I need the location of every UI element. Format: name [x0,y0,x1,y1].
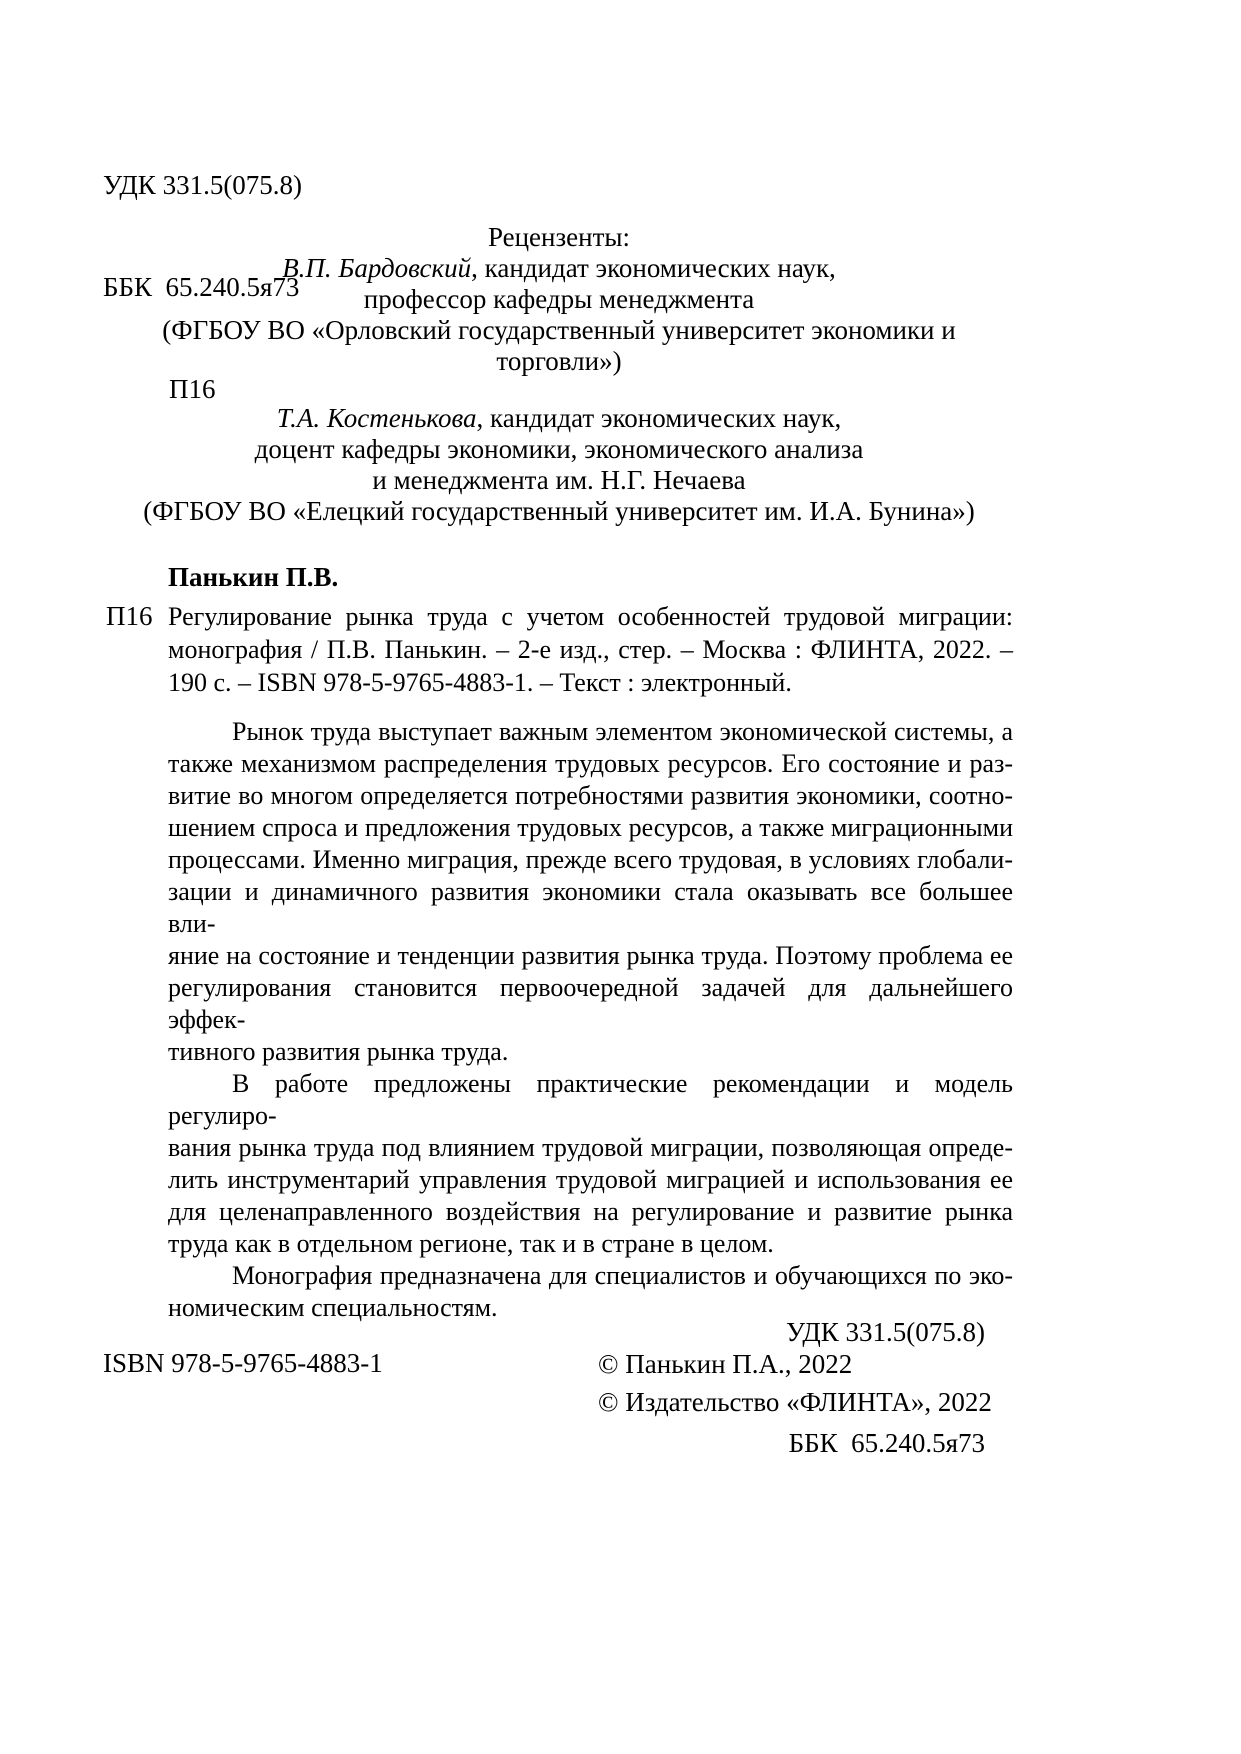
catalog-author: Панькин П.В. [168,562,339,592]
text-line: Рынок труда выступает важным элементом экономической системы, а [232,717,1013,746]
reviewer-group-2 [103,403,1015,527]
text-line: процессами. Именно миграция, прежде всего трудовая, в условиях глобали- [168,845,1013,874]
text-line: тивного развития рынка труда. [168,1037,509,1066]
reviewer-name-line [103,253,1015,284]
reviewer-name: Т.А. Костенькова [276,403,477,433]
annotation [168,716,1013,1324]
text-line: и менеджмента им. Н.Г. Нечаева [372,465,746,495]
author-sign-margin: П16 [106,601,153,631]
text-line: профессор кафедры менеджмента [363,284,755,314]
reviewers-heading: Рецензенты: [487,222,631,252]
text-line: вания рынка труда под влиянием трудовой миграции, позволяющая опреде- [168,1133,1013,1162]
udk-code-top: УДК 331.5(075.8) [103,170,303,200]
catalog-entry [106,600,1013,699]
text-line: зации и динамичного развития экономики стала оказывать все большее вли- [168,877,1013,938]
text-line: Монография предназначена для специалистов и обучающихся по эко- [232,1261,1013,1290]
text-line: лить инструментарий управления трудовой миграцией и использования ее [168,1165,1013,1194]
annotation-paragraph-2 [168,1068,1013,1260]
copyright-block [598,1345,992,1421]
reviewer-name-line [103,403,1015,434]
text-line: труда как в отдельном регионе, так и в стране в целом. [168,1229,774,1258]
udk-code-bottom: УДК 331.5(075.8) [785,1317,985,1347]
text-line: яние на состояние и тенденции развития рынка труда. Поэтому проблема ее [168,941,1013,970]
text-line: монография / П.В. Панькин. – 2-е изд., стер. – Москва : ФЛИНТА, 2022. – [168,635,1013,664]
isbn-line: ISBN 978-5-9765-4883-1 [103,1348,383,1378]
bbk-code-bottom: ББК 65.240.5я73 [788,1428,985,1458]
reviewers-section [103,222,1015,527]
bbk-code-top: ББК 65.240.5я73 [103,272,300,302]
text-line: В работе предложены практические рекомендации и модель регулиро- [168,1069,1013,1130]
text-line: (ФГБОУ ВО «Елецкий государственный университет им. И.А. Бунина») [143,496,975,526]
text-line: также механизмом распределения трудовых ресурсов. Его состояние и раз- [168,749,1013,778]
reviewer-affiliation-lines [103,284,1015,377]
reviewer-affiliation-lines [103,434,1015,527]
text-line: 190 с. – ISBN 978-5-9765-4883-1. – Текст : электронный. [168,668,792,697]
text-line: доцент кафедры экономики, экономического анализа [254,434,864,464]
author-sign-top: П16 [169,374,216,404]
reviewer-degree: , кандидат экономических наук, [476,403,842,433]
text-line: для целенаправленного воздействия на регулирование и развитие рынка [168,1197,1013,1226]
annotation-paragraph-1 [168,716,1013,1068]
text-line: регулирования становится первоочередной задачей для дальнейшего эффек- [168,973,1013,1034]
reviewer-group-1 [103,253,1015,377]
text-line: (ФГБОУ ВО «Орловский государственный университет экономики и торговли») [162,315,956,376]
reviewer-degree: , кандидат экономических наук, [471,253,836,283]
reviewer-name: В.П. Бардовский [282,253,472,283]
copyright-author: © Панькин П.А., 2022 [598,1349,853,1379]
text-line: витие во многом определяется потребностями развития экономики, соотно- [168,781,1013,810]
text-line: шением спроса и предложения трудовых ресурсов, а также миграционными [168,813,1013,842]
text-line: номическим специальностям. [168,1293,498,1322]
text-line: Регулирование рынка труда с учетом особенностей трудовой миграции: [168,602,1013,631]
copyright-publisher: © Издательство «ФЛИНТА», 2022 [598,1387,992,1417]
